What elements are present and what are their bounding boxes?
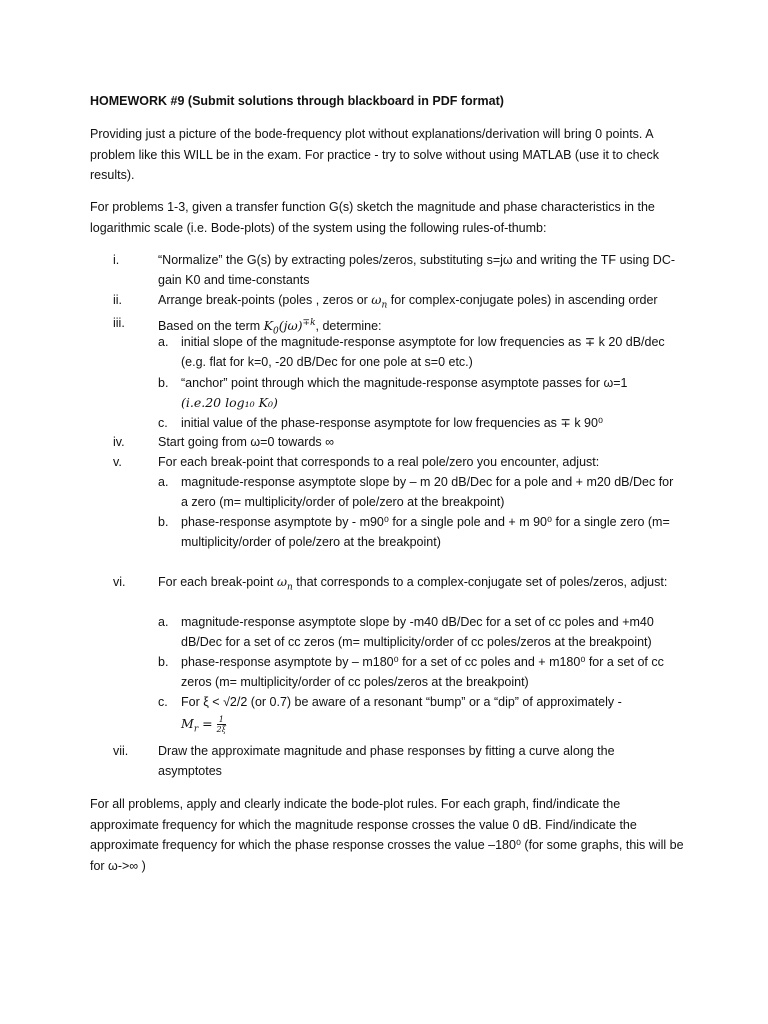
rule-text: Draw the approximate magnitude and phase responses by fitting a curve along the asymptotes: [158, 744, 615, 778]
sub-letter: c.: [158, 416, 168, 430]
sub-text: magnitude-response asymptote slope by -m40 dB/Dec for a set of cc poles and +m40 dB/Dec for a set of cc zeros (m= multiplicity/order of cc poles/zeros at the breakpoint): [181, 615, 654, 649]
sub-text: phase-response asymptote by - m90⁰ for a single pole and + m 90⁰ for a single zero (m= multiplicity/order of pole/zero at the breakpoint): [181, 515, 670, 549]
sub-letter: a.: [158, 615, 169, 629]
sub-letter: a.: [158, 335, 169, 349]
sub-text: magnitude-response asymptote slope by – m 20 dB/Dec for a pole and + m20 dB/Dec for a zero (m= multiplicity/order of pole/zero at the breakpoint): [181, 475, 674, 509]
rule-text: Start going from ω=0 towards ∞: [158, 435, 335, 449]
rule-text: Arrange break-points (poles , zeros or $\omega_n$ for complex-conjugate poles) in ascending order: [158, 292, 658, 311]
resonance-formula: $M_r$ = $\frac{1}{2\xi}$: [181, 715, 227, 735]
closing-paragraph: For all problems, apply and clearly indicate the bode-plot rules. For each graph, find/indicate the approximate frequency for which the magnitude response crosses the value 0 dB. Find/indicate the approximate frequency for which the phase response crosses the value –180⁰ (for some graphs, this will be for ω->∞ ): [90, 797, 684, 873]
rule-number: v.: [113, 455, 122, 469]
sub-letter: b.: [158, 515, 169, 529]
rule-number: iii.: [113, 316, 125, 330]
sub-letter: b.: [158, 655, 169, 669]
sub-letter: b.: [158, 376, 169, 390]
sub-text: phase-response asymptote by – m180⁰ for a set of cc poles and + m180⁰ for a set of cc zeros (m= multiplicity/order of cc poles/zeros at the breakpoint): [181, 655, 664, 689]
rule-text: Based on the term $K_0(j\omega)^{\mp k}$, determine:: [158, 318, 382, 337]
intro-paragraph: Providing just a picture of the bode-frequency plot without explanations/derivation will bring 0 points. A problem like this WILL be in the exam. For practice - try to solve without using MATLAB (use it to check results).: [90, 127, 659, 182]
rule-number: ii.: [113, 293, 123, 307]
omega-n-symbol: $\omega_n$: [276, 574, 293, 593]
rule-text: For each break-point that corresponds to a real pole/zero you encounter, adjust:: [158, 455, 600, 469]
omega-n-symbol: $\omega_n$: [371, 292, 388, 311]
sub-text: initial value of the phase-response asymptote for low frequencies as ∓ k 90⁰: [181, 416, 603, 430]
rule-text: “Normalize” the G(s) by extracting poles/zeros, substituting s=jω and writing the TF using DC-gain K0 and time-constants: [158, 253, 676, 287]
rule-number: iv.: [113, 435, 125, 449]
problems-intro-paragraph: For problems 1-3, given a transfer function G(s) sketch the magnitude and phase characteristics in the logarithmic scale (i.e. Bode-plots) of the system using the following rules-of-thumb:: [90, 200, 655, 235]
page-title: HOMEWORK #9 (Submit solutions through blackboard in PDF format): [90, 94, 504, 108]
rule-number: i.: [113, 253, 120, 267]
rule-number: vii.: [113, 744, 129, 758]
anchor-formula: (i.e.20 log₁₀ K₀): [181, 395, 278, 410]
rule-text: For each break-point $\omega_n$ that corresponds to a complex-conjugate set of poles/zeros, adjust:: [158, 574, 668, 593]
k0-term-symbol: $K_0(j\omega)^{\mp k}$: [263, 318, 316, 337]
sub-letter: c.: [158, 695, 168, 709]
fraction: $\frac{1}{2\xi}$: [216, 715, 227, 734]
rule-number: vi.: [113, 575, 126, 589]
sub-text: initial slope of the magnitude-response asymptote for low frequencies as ∓ k 20 dB/dec (e.g. flat for k=0, -20 dB/Dec for one pole at s=0 etc.): [181, 335, 665, 369]
sub-letter: a.: [158, 475, 169, 489]
sub-text: For ξ < √2/2 (or 0.7) be aware of a resonant “bump” or a “dip” of approximately -: [181, 695, 622, 709]
sub-text: “anchor” point through which the magnitude-response asymptote passes for ω=1: [181, 376, 628, 390]
